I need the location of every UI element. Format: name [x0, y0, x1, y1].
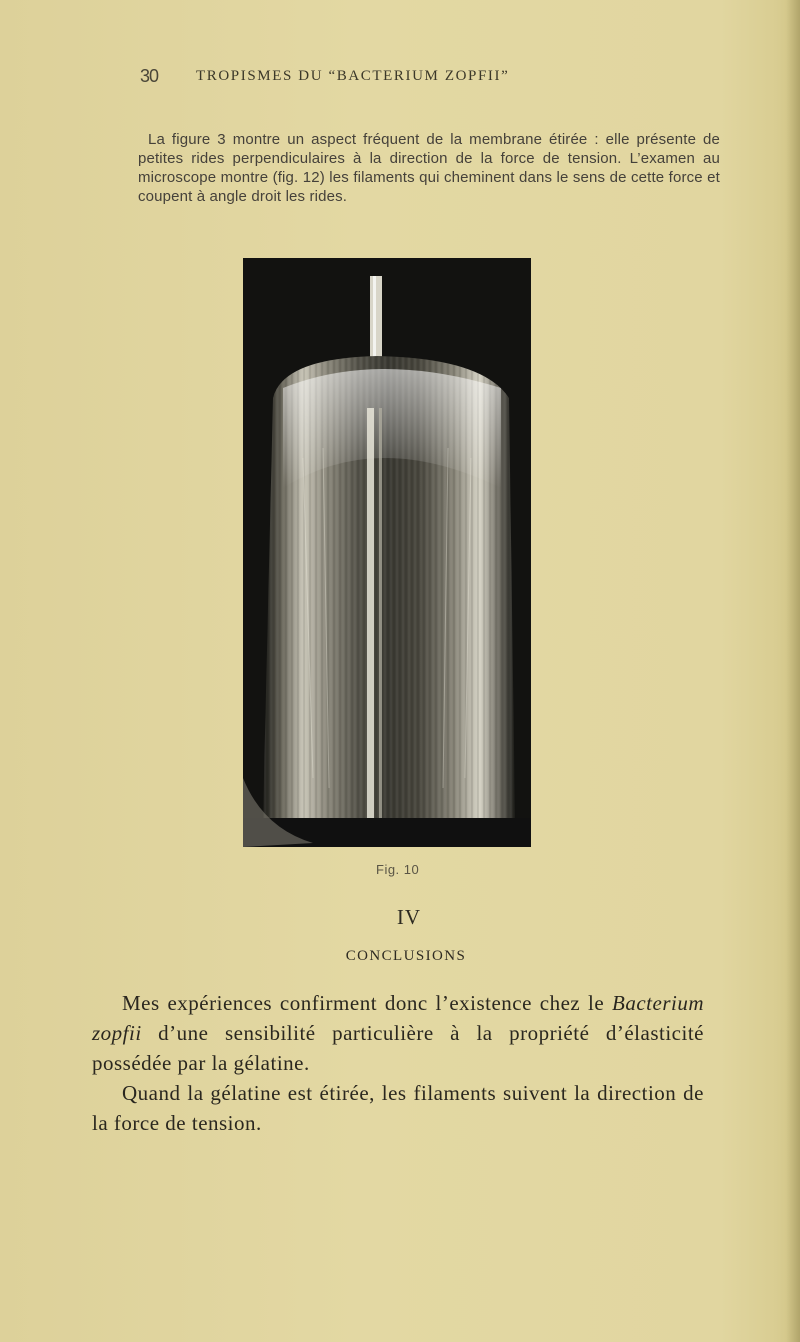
conclusion-p1-before: Mes expériences confirment donc l’existence chez le [122, 991, 613, 1015]
page-number: 30 [140, 66, 159, 86]
running-header [140, 66, 740, 90]
intro-paragraph: La figure 3 montre un aspect fréquent de la membrane étirée : elle présente de petites rides perpendiculaires à la direction de la force de tension. L’examen au microscope montre (fig. 12) les filaments qui cheminent dans le sens de cette force et coupent à angle droit les rides. [138, 131, 720, 205]
photo-tube-membrane [243, 258, 531, 847]
page-edge-shadow [786, 0, 800, 1342]
figure-photograph [243, 258, 531, 847]
conclusion-paragraph-2: Quand la gélatine est étirée, les filaments suivent la direction de la force de tension. [92, 1081, 704, 1135]
conclusion-p1-after: d’une sensibilité particulière à la propriété d’élasticité possédée par la gélatine. [92, 1021, 704, 1075]
figure-caption: Fig. 10 [376, 862, 420, 877]
section-title [0, 948, 800, 965]
section-number-text: IV [396, 905, 422, 929]
species-name: Bacterium zopfii [92, 991, 704, 1045]
conclusion-paragraph-1 [92, 988, 704, 1078]
conclusion-text [92, 988, 704, 1138]
section-title-text: CONCLUSIONS [345, 948, 467, 964]
section-number [0, 905, 800, 930]
running-title: TROPISMES DU “BACTERIUM ZOPFII” [196, 68, 510, 84]
